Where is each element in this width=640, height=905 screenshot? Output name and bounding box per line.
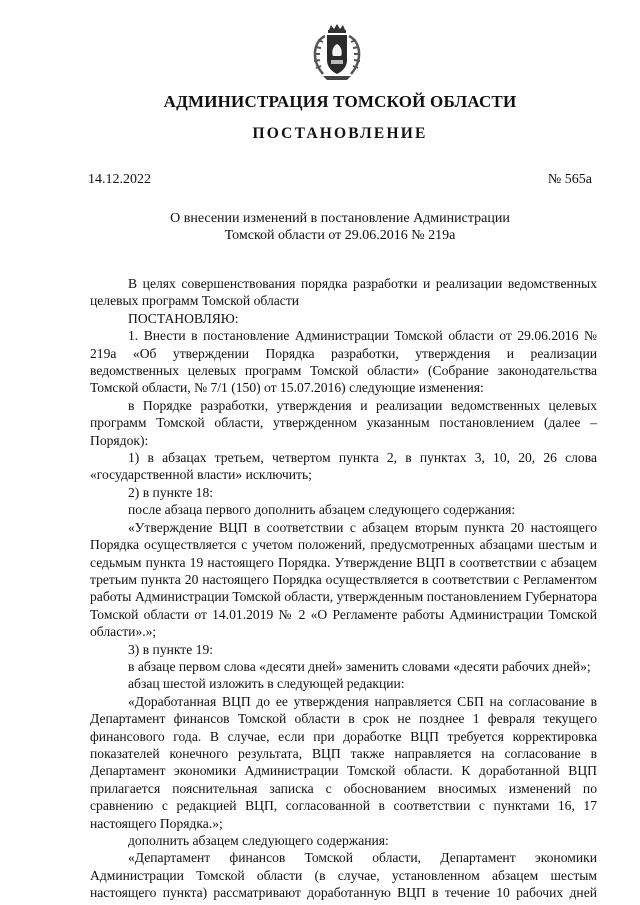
- resolution-keyword: ПОСТАНОВЛЯЮ:: [128, 310, 239, 326]
- subject-line: О внесении изменений в постановление Администрации: [170, 211, 510, 226]
- document-body: [90, 275, 597, 902]
- body-paragraph: 3) в пункте 19:: [128, 641, 214, 657]
- body-paragraph: «Департамент финансов Томской области, Департамент экономики Администрации Томской области (в случае, установленном абзацем шестым настоящего пункта) рассматривают доработанную ВЦП в течение 10 рабочих дней: [90, 850, 597, 901]
- document-date: 14.12.2022: [88, 172, 151, 187]
- document-type: ПОСТАНОВЛЕНИЕ: [252, 125, 428, 142]
- body-paragraph: 1. Внести в постановление Администрации Томской области от 29.06.2016 № 219а «Об утверждении Порядка разработки, утверждения и реализации ведомственных целевых программ Томской области» (Собрание законодательства Томской области, № 7/1 (150) от 15.07.2016) следующие изменения:: [90, 328, 597, 396]
- tomsk-coat-of-arms-icon: [303, 22, 371, 82]
- body-paragraph: дополнить абзацем следующего содержания:: [128, 833, 389, 848]
- body-paragraph: в абзаце первом слова «десяти дней» заменить словами «десяти рабочих дней»;: [128, 658, 591, 674]
- body-paragraph: абзац шестой изложить в следующей редакции:: [128, 676, 405, 692]
- body-paragraph: 1) в абзацах третьем, четвертом пункта 2, в пунктах 3, 10, 20, 26 слова «государственной власти» исключить;: [90, 450, 597, 483]
- subject-line: Томской области от 29.06.2016 № 219а: [224, 228, 456, 243]
- body-paragraph: после абзаца первого дополнить абзацем следующего содержания:: [128, 502, 516, 518]
- document-number: № 565а: [547, 172, 592, 187]
- body-paragraph: 2) в пункте 18:: [128, 484, 214, 500]
- organization-title: АДМИНИСТРАЦИЯ ТОМСКОЙ ОБЛАСТИ: [163, 92, 517, 111]
- body-paragraph: в Порядке разработки, утверждения и реализации ведомственных целевых программ Томской области, утвержденном указанным постановлением (далее – Порядок):: [90, 397, 597, 448]
- document-subject: [160, 210, 520, 244]
- body-paragraph: «Утверждение ВЦП в соответствии с абзацем вторым пункта 20 настоящего Порядка осуществляется с учетом положений, предусмотренных абзацами шестым и седьмым пункта 19 настоящего Порядка. Утверждение ВЦП в соответствии с абзацем третьим пункта 20 настоящего Порядка осуществляется в соответствии с Регламентом работы Администрации Томской области, утвержденным постановлением Губернатора Томской области от 14.01.2019 № 2 «О Регламенте работы Администрации Томской области».»;: [90, 519, 597, 640]
- body-paragraph: «Доработанная ВЦП до ее утверждения направляется СБП на согласование в Департамент финансов Томской области в срок не позднее 1 февраля текущего финансового года. В случае, если при доработке ВЦП требуется корректировка показателей конечного результата, ВЦП также направляется на согласование в Департамент экономики Администрации Томской области. К доработанной ВЦП прилагается пояснительная записка с обоснованием вносимых изменений по сравнению с редакцией ВЦП, согласованной в соответствии с пунктами 16, 17 настоящего Порядка.»;: [90, 693, 597, 831]
- body-paragraph: В целях совершенствования порядка разработки и реализации ведомственных целевых программ Томской области: [90, 276, 597, 309]
